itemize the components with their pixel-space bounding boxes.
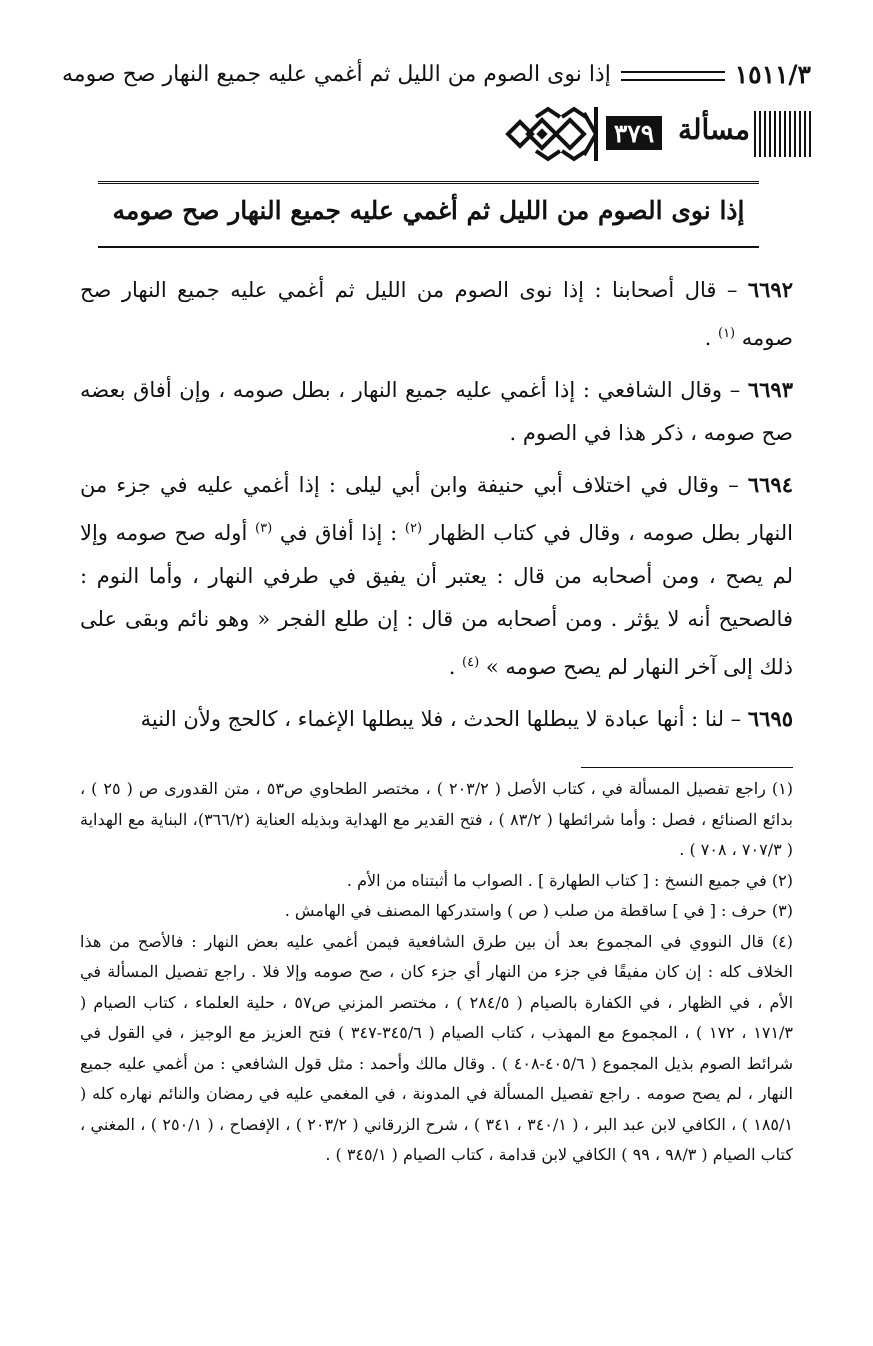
footnote-marker: (٤) (462, 655, 480, 670)
masala-banner (500, 103, 812, 165)
paragraph-number: ٦٦٩٤ (747, 472, 793, 497)
geometric-ornament-icon (500, 103, 610, 165)
footnote-1: (١) راجع تفصيل المسألة في ، كتاب الأصل ( ٢٠٣/٢ ) ، مختصر الطحاوي ص٥٣ ، متن القدورى ص ( ٢٥ ) ، بدائع الصنائع ، فصل : وأما شرائطها ( ٨٣/٢ ) ، فتح القدير مع الهداية وبذيله العناية (٣٦٦/٢)، البناية مع الهداية ( ٧٠٧/٣ ، ٧٠٨ ) . (80, 779, 794, 859)
barcode-ornament-icon (754, 111, 812, 157)
paragraph-tail: . (704, 326, 718, 350)
running-header (62, 54, 811, 94)
footnote-separator (581, 767, 793, 768)
heading-underline (98, 246, 759, 248)
paragraph-text: – وقال في اختلاف أبي حنيفة وابن أبي ليلى : إذا أغمي عليه في جزء من النهار بطل صومه ، وقال في كتاب الظهار (80, 473, 793, 545)
paragraph-number: ٦٦٩٢ (747, 277, 793, 302)
paragraph-6692 (80, 268, 793, 360)
paragraph-text: – لنا : أنها عبادة لا يبطلها الحدث ، فلا يبطلها الإغماء ، كالحج ولأن النية (140, 707, 748, 731)
paragraph-6695 (80, 697, 793, 741)
paragraph-text: – وقال الشافعي : إذا أغمي عليه جميع النهار ، بطل صومه ، وإن أفاق بعضه صح صومه ، ذكر هذا في الصوم . (80, 378, 793, 445)
footnote-marker: (١) (717, 326, 736, 341)
body-text (80, 268, 793, 749)
page-reference: ١٥١١/٣ (734, 59, 811, 89)
footnote-marker: (٢) (404, 521, 423, 536)
paragraph-number: ٦٦٩٥ (747, 706, 793, 731)
paragraph-text: : إذا أفاق في (272, 521, 405, 545)
footnote-marker: (٣) (255, 521, 273, 536)
footnote-2: (٢) في جميع النسخ : [ كتاب الطهارة ] . الصواب ما أثبتناه من الأم . (346, 870, 793, 890)
masala-label: مسألة (677, 113, 750, 146)
footnote-4: (٤) قال النووي في المجموع بعد أن بين طرق الشافعية فيمن أغمي عليه بعض النهار : فالأصح من هذا الخلاف كله : إن كان مفيقًا في جزء من النهار أي جزء كان ، صح صومه وإلا فلا . راجع تفصيل المسألة في الأم ، في الظهار ، في الكفارة بالصيام ( ٢٨٤/٥ ) ، مختصر المزني ص٥٧ ، حلية العلماء ، كتاب الصيام ( ١٧١/٣ ، ١٧٢ ) ، المجموع مع المهذب ، كتاب الصيام ( ٣٤٥/٦-٣٤٧ ) فتح العزيز مع الوجيز ، في القول في شرائط الصوم بذيل المجموع ( ٤٠٥/٦-٤٠٨ ) . وقال مالك وأحمد : مثل قول الشافعي : من أغمي عليه جميع النهار ، لم يصح صومه . راجع تفصيل المسألة في المدونة ، في المغمي عليه في رمضان والنائم نهاره كله ( ١٨٥/١ ) ، الكافي لابن عبد البر ، ( ٣٤٠/١ ، ٣٤١ ) ، شرح الزرقاني ( ٢٠٣/٢ ) ، الإفصاح ، ( ٢٥٠/١ ) ، المغني ، كتاب الصيام ( ٩٨/٣ ، ٩٩ ) الكافي لابن قدامة ، كتاب الصيام ( ٣٤٥/١ ) . (80, 931, 794, 1164)
section-heading: إذا نوى الصوم من الليل ثم أغمي عليه جميع النهار صح صومه (112, 196, 745, 225)
paragraph-text: أوله صح صومه وإلا لم يصح ، ومن أصحابه من قال : يعتبر أن يفيق في طرفي النهار ، وأما النوم : فالصحيح أنه لا يؤثر . ومن أصحابه من قال : إن طلع الفجر « وهو نائم وبقى على ذلك إلى آخر النهار لم يصح صومه » (80, 521, 793, 679)
footnotes (80, 774, 793, 1171)
heading-top-rule (98, 181, 759, 184)
running-rule (621, 71, 725, 81)
running-title: إذا نوى الصوم من الليل ثم أغمي عليه جميع النهار صح صومه (62, 61, 611, 87)
footnote-3: (٣) حرف : [ في ] ساقطة من صلب ( ص ) واستدركها المصنف في الهامش . (284, 901, 793, 920)
masala-number: ٣٧٩ (606, 116, 662, 150)
paragraph-tail: . (448, 655, 463, 679)
paragraph-6694 (80, 463, 793, 689)
paragraph-6693 (80, 368, 793, 455)
paragraph-text: – قال أصحابنا : إذا نوى الصوم من الليل ثم أغمي عليه جميع النهار صح صومه (80, 278, 793, 350)
paragraph-number: ٦٦٩٣ (747, 377, 793, 402)
